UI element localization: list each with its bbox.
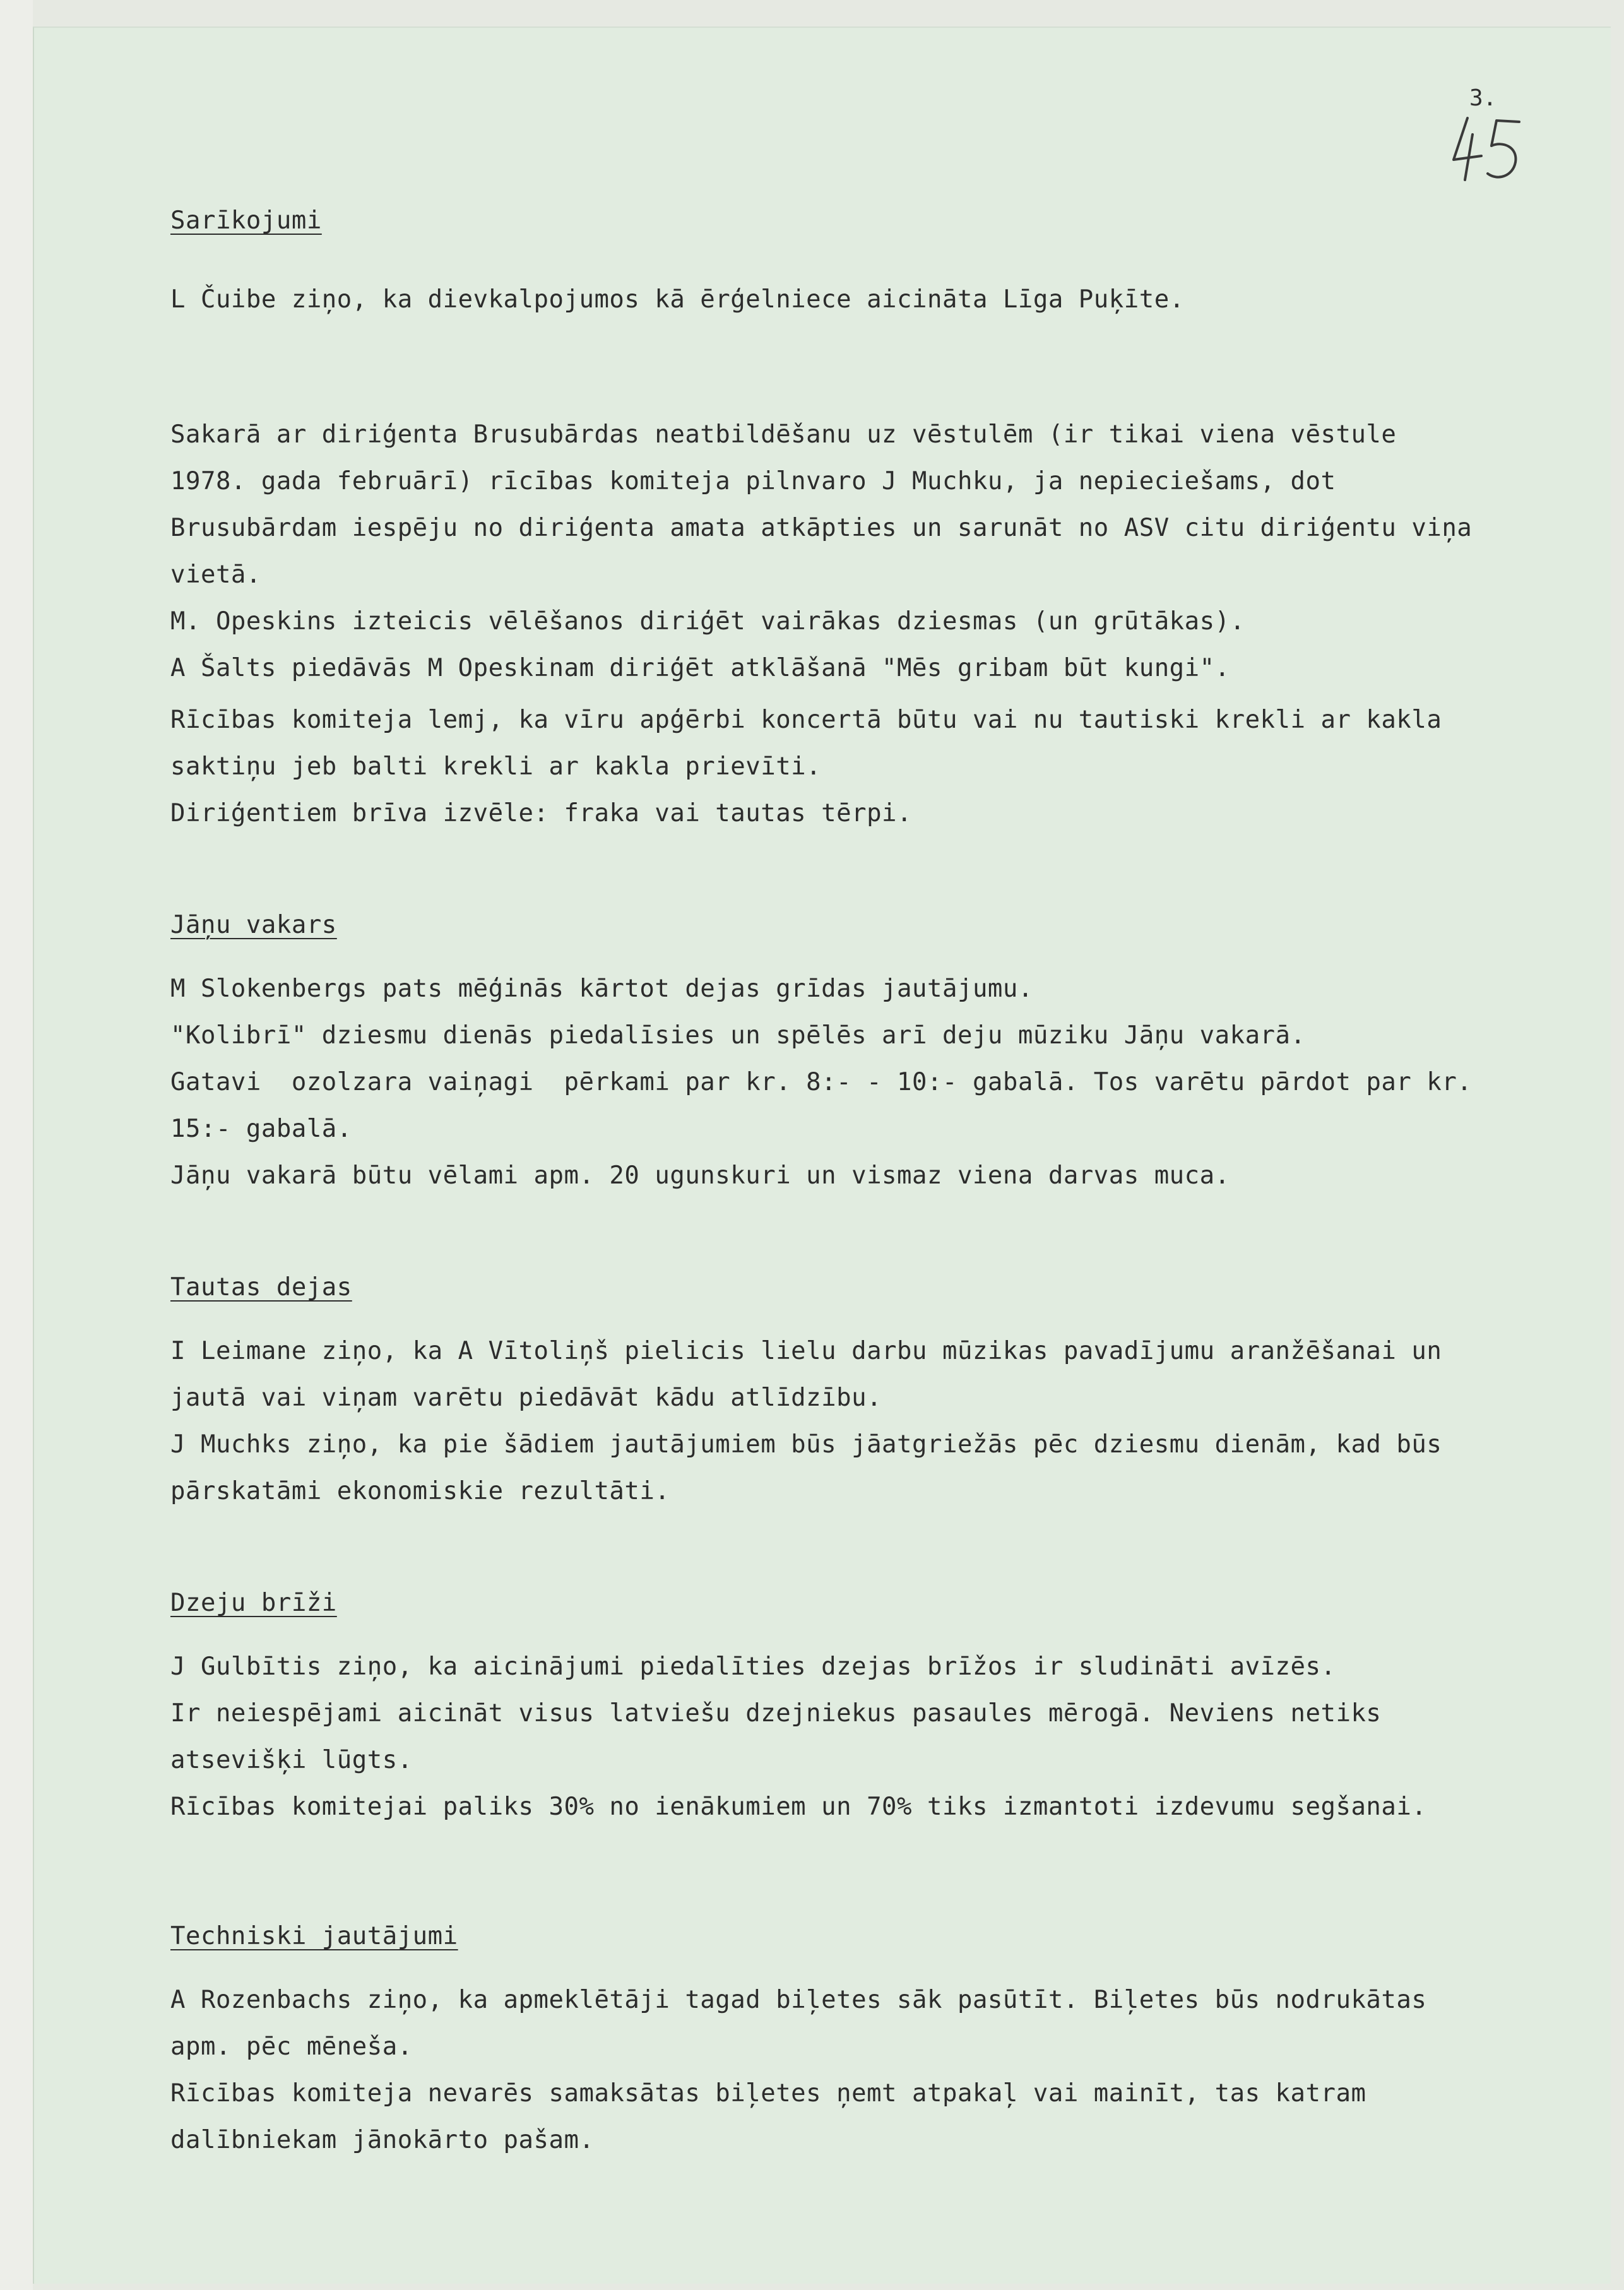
paragraph: A Šalts piedāvās M Opeskinam diriģēt atklāšanā "Mēs gribam būt kungi".: [170, 654, 1230, 682]
paragraph: Jāņu vakarā būtu vēlami apm. 20 ugunskuri un vismaz viena darvas muca.: [170, 1161, 1230, 1190]
paragraph: M Slokenbergs pats mēģinās kārtot dejas grīdas jautājumu.: [170, 975, 1033, 1003]
paragraph: M. Opeskins izteicis vēlēšanos diriģēt vairākas dziesmas (un grūtākas).: [170, 607, 1245, 636]
scan-background: [0, 0, 33, 2290]
paragraph: Sakarā ar diriģenta Brusubārdas neatbildēšanu uz vēstulēm (ir tikai viena vēstule 1978. gada februārī) rīcības komiteja pilnvaro J Muchku, ja nepieciešams, dot Brusubārdam iespēju no diriģenta amata atkāpties un sarunāt no ASV citu diriģentu viņa vietā.: [170, 420, 1488, 589]
page-number: 3.: [1469, 85, 1497, 111]
paragraph: Rīcības komiteja lemj, ka vīru apģērbi koncertā būtu vai nu tautiski krekli ar kakla saktiņu jeb balti krekli ar kakla prievīti.: [170, 706, 1457, 781]
paragraph: I Leimane ziņo, ka A Vītoliņš pielicis lielu darbu mūzikas pavadījumu aranžēšanai un jautā vai viņam varētu piedāvāt kādu atlīdzību.: [170, 1337, 1457, 1412]
document-body: [170, 203, 1488, 2164]
section-heading-tautas-dejas: Tautas dejas: [170, 1273, 352, 1302]
section-heading-techniski-jautajumi: Techniski jautājumi: [170, 1922, 458, 1950]
paragraph: "Kolibrī" dziesmu dienās piedalīsies un spēlēs arī deju mūziku Jāņu vakarā.: [170, 1021, 1306, 1050]
paragraph: A Rozenbachs ziņo, ka apmeklētāji tagad biļetes sāk pasūtīt. Biļetes būs nodrukātas apm. pēc mēneša.: [170, 1986, 1442, 2061]
paragraph: Rīcības komitejai paliks 30% no ienākumiem un 70% tiks izmantoti izdevumu segšanai.: [170, 1793, 1427, 1821]
section-heading-janu-vakars: Jāņu vakars: [170, 911, 337, 939]
paragraph: J Muchks ziņo, ka pie šādiem jautājumiem būs jāatgriežās pēc dziesmu dienām, kad būs pārskatāmi ekonomiskie rezultāti.: [170, 1430, 1457, 1505]
paragraph: Gatavi ozolzara vaiņagi pērkami par kr. 8:- - 10:- gabalā. Tos varētu pārdot par kr. 15:- gabalā.: [170, 1068, 1488, 1143]
paragraph: Diriģentiem brīva izvēle: fraka vai tautas tērpi.: [170, 799, 913, 828]
section-heading-sarikojumi: Sarīkojumi: [170, 206, 322, 235]
paragraph: Ir neiespējami aicināt visus latviešu dzejniekus pasaules mērogā. Neviens netiks atsevišķi lūgts.: [170, 1699, 1397, 1774]
paragraph: Rīcības komiteja nevarēs samaksātas biļetes ņemt atpakaļ vai mainīt, tas katram dalībniekam jānokārto pašam.: [170, 2079, 1382, 2154]
section-heading-dzeju-brizi: Dzeju brīži: [170, 1589, 337, 1617]
paragraph: L Čuibe ziņo, ka dievkalpojumos kā ērģelniece aicināta Līga Puķīte.: [170, 285, 1185, 314]
handwritten-page-number: [1442, 110, 1531, 186]
paragraph: J Gulbītis ziņo, ka aicinājumi piedalīties dzejas brīžos ir sludināti avīzēs.: [170, 1652, 1336, 1681]
